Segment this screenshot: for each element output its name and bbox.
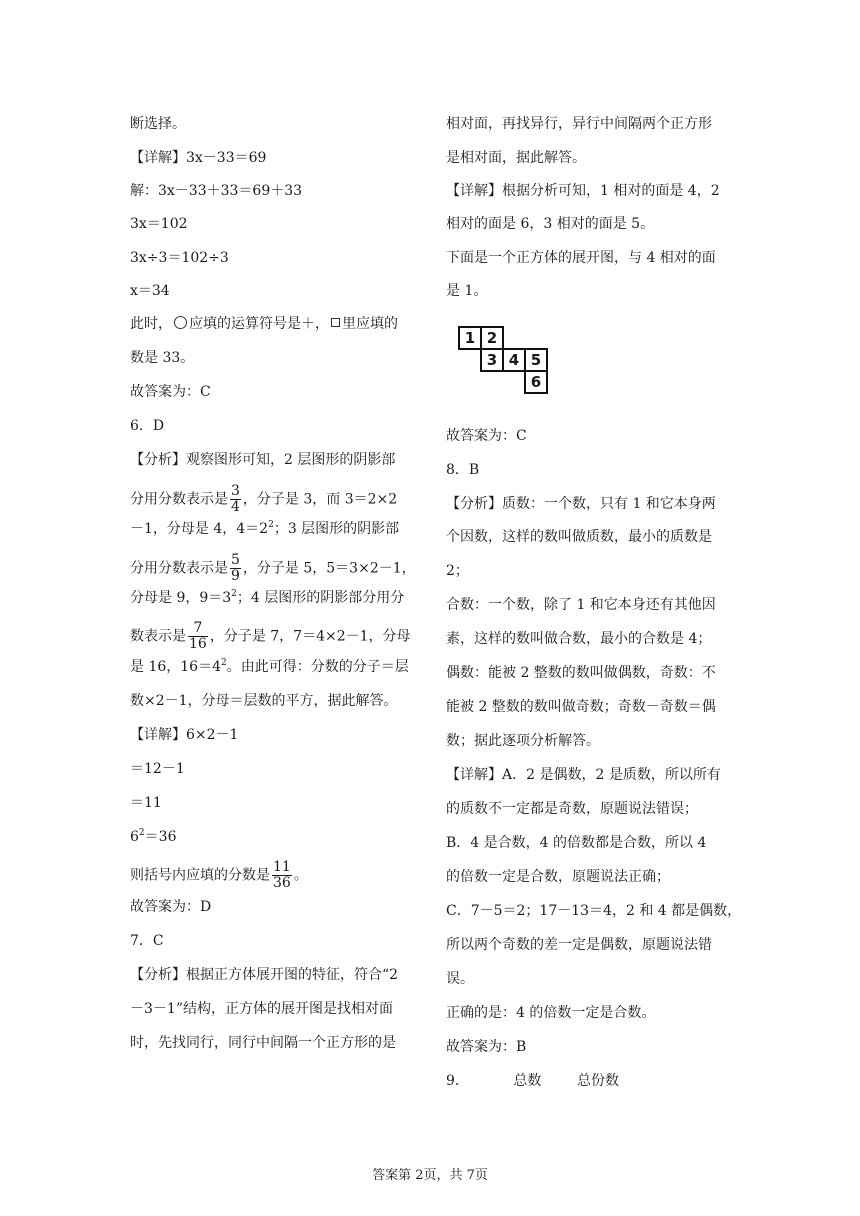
text-line: 合数：一个数，除了 1 和它本身还有其他因 [446,597,716,613]
text-span: ＝36 [144,829,177,845]
text-line: 数；据此逐项分析解答。 [446,733,600,749]
text-line: 故答案为：C [446,428,527,444]
text-line: 故答案为：B [446,1039,527,1055]
text-line: 相对面，再找异行，异行中间隔两个正方形 [446,116,712,132]
cube-net-diagram [458,326,554,398]
text-line: 【分析】根据正方体展开图的特征，符合“2 [130,967,399,983]
text-line [130,657,409,677]
text-line [130,519,399,539]
superscript: 2 [231,589,237,599]
text-span: 里应填的 [342,316,398,332]
text-span: ；4 层图形的阴影部分用分 [236,590,405,606]
text-line: 8．B [446,462,480,478]
text-line: 时，先找同行，同行中间隔一个正方形的是 [130,1035,396,1051]
text-line: 能被 2 整数的数叫做奇数；奇数－奇数＝偶 [446,699,716,715]
text-line: 误。 [446,971,474,987]
fraction [230,553,241,584]
text-line [130,621,411,652]
text-line: 下面是一个正方体的展开图，与 4 相对的面 [446,250,716,266]
text-line: 3x＝102 [130,216,188,232]
net-face-6: 6 [524,370,548,394]
fraction [230,484,241,515]
text-line [130,484,397,515]
text-line: 所以两个奇数的差一定是偶数，原题说法错 [446,937,712,953]
text-line: 偶数：能被 2 整数的数叫做偶数，奇数：不 [446,665,716,681]
text-line: 是相对面，据此解答。 [446,150,586,166]
net-face-1: 1 [458,326,482,350]
denominator: 16 [189,636,207,652]
text-line: 【详解】A．2 是偶数，2 是质数，所以所有 [446,767,721,783]
text-span: 分用分数表示是 [130,491,228,508]
text-line: 7．C [130,933,164,949]
text-line: 的倍数一定是合数，原题说法正确； [446,869,670,885]
text-span: 此时， [130,316,172,332]
net-face-2: 2 [480,326,504,350]
text-line: 故答案为：D [130,899,212,915]
numerator: 11 [273,859,291,875]
text-line: 解：3x－33＋33＝69＋33 [130,183,303,199]
square-blank-icon [331,318,340,327]
numerator: 3 [231,483,240,499]
denominator: 36 [273,875,291,891]
text-line: ＝11 [130,795,162,811]
text-line: x＝34 [130,283,170,299]
text-span: 应填的运算符号是＋， [189,316,329,332]
text-line: 9． 总数 总份数 [446,1073,620,1089]
text-span: ，分子是 5，5＝3×2－1， [242,560,416,577]
text-span: 数表示是 [130,628,186,645]
text-line: 2； [446,563,469,579]
page-footer: 答案第 2页，共 7页 [372,1168,488,1183]
text-line: 【详解】根据分析可知，1 相对的面是 4，2 [446,183,720,199]
text-line: 【分析】观察图形可知，2 层图形的阴影部 [130,452,396,468]
numerator: 7 [188,621,208,637]
circle-blank-icon [174,316,187,329]
net-face-4: 4 [502,348,526,372]
numerator: 5 [231,552,240,568]
fraction [188,621,208,652]
superscript: 2 [221,658,227,668]
text-span: 。由此可得：分数的分子＝层 [226,659,409,675]
text-line: 断选择。 [130,116,186,132]
text-span: 6 [130,829,139,845]
text-line [130,588,404,608]
superscript: 2 [138,828,145,838]
superscript: 2 [268,520,274,530]
text-line: 【分析】质数：一个数，只有 1 和它本身两 [446,496,716,512]
text-line: 故答案为：C [130,384,211,400]
text-span: 。 [293,867,308,884]
text-line: 【详解】3x－33＝69 [130,150,267,166]
text-line: 个因数，这样的数叫做质数，最小的质数是 [446,529,712,545]
net-face-5: 5 [524,348,548,372]
denominator: 4 [231,499,240,515]
text-line [130,314,398,334]
text-line: 6．D [130,418,165,434]
text-span: 分用分数表示是 [130,560,228,577]
text-line: C．7－5＝2；17－13＝4，2 和 4 都是偶数， [446,903,742,919]
text-line: 是 1。 [446,283,488,299]
text-line: －3－1”结构，正方体的展开图是找相对面 [130,1001,393,1017]
text-line: 数×2－1，分母＝层数的平方，据此解答。 [130,693,398,709]
text-span: ；3 层图形的阴影部 [273,521,400,537]
text-line: 3x÷3＝102÷3 [130,250,229,266]
text-line: 素，这样的数叫做合数，最小的合数是 4； [446,631,712,647]
net-face-3: 3 [480,348,504,372]
text-span: －1，分母是 4，4＝2 [130,521,269,537]
text-line: 的质数不一定都是奇数，原题说法错误； [446,801,698,817]
fraction [272,860,292,891]
text-span: 则括号内应填的分数是 [130,867,270,884]
text-line: 相对的面是 6，3 相对的面是 5。 [446,216,655,232]
text-line: ＝12－1 [130,761,185,777]
text-span: ，分子是 7，7＝4×2－1，分母 [209,628,411,645]
text-span: 是 16，16＝4 [130,659,221,675]
text-line: B．4 是合数，4 的倍数都是合数，所以 4 [446,835,707,851]
text-line [130,553,416,584]
text-span: ，分子是 3，而 3＝2×2 [242,491,398,508]
text-line [130,860,308,891]
text-line [130,827,176,847]
text-span: 分母是 9，9＝3 [130,590,232,606]
text-line: 数是 33。 [130,350,195,366]
text-line: 正确的是：4 的倍数一定是合数。 [446,1005,656,1021]
text-line: 【详解】6×2－1 [130,727,239,743]
denominator: 9 [231,568,240,584]
